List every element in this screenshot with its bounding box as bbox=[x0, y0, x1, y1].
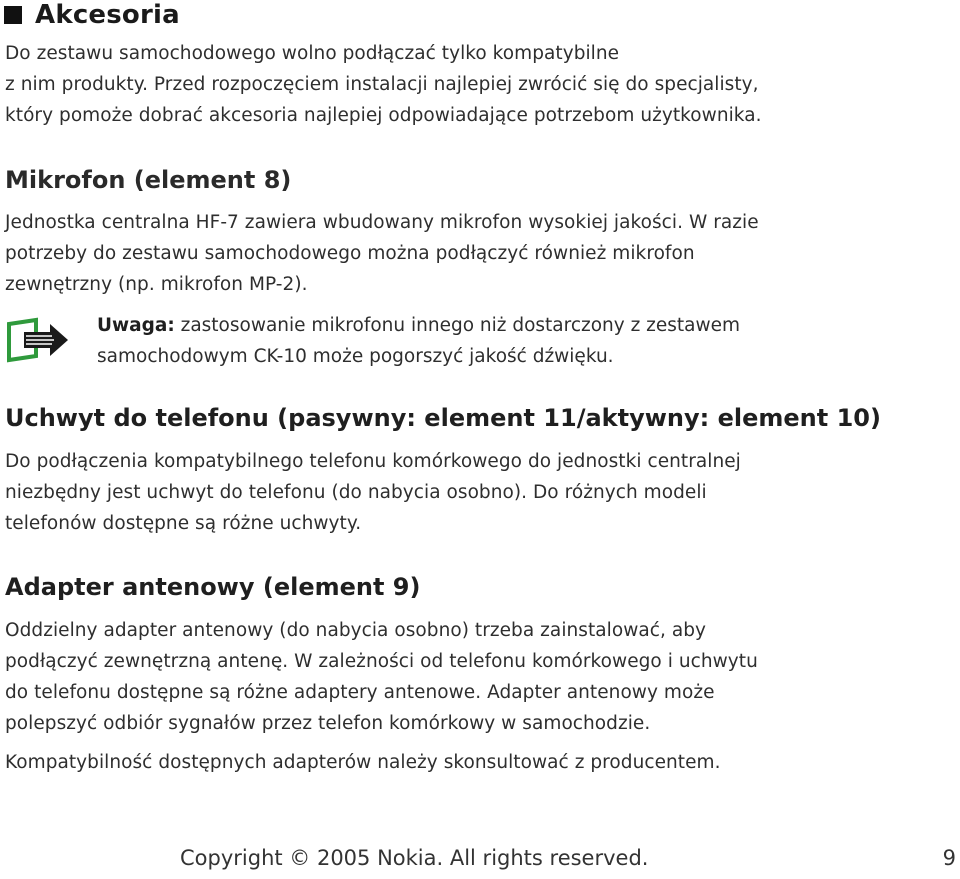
note-line1-text: zastosowanie mikrofonu innego niż dostarczony z zestawem bbox=[174, 315, 741, 336]
page-number: 9 bbox=[942, 846, 956, 870]
text-line: który pomoże dobrać akcesoria najlepiej odpowiadające potrzebom użytkownika. bbox=[5, 105, 762, 126]
section-heading-uchwyt: Uchwyt do telefonu (pasywny: element 11/aktywny: element 10) bbox=[5, 404, 881, 432]
text-line: podłączyć zewnętrzną antenę. W zależności od telefonu komórkowego i uchwytu bbox=[5, 651, 758, 672]
page-heading bbox=[4, 0, 180, 30]
text-line: Do zestawu samochodowego wolno podłączać tylko kompatybilne bbox=[5, 43, 620, 64]
section-heading-mikrofon: Mikrofon (element 8) bbox=[5, 166, 292, 194]
intro-paragraph bbox=[5, 38, 762, 131]
section-heading-adapter: Adapter antenowy (element 9) bbox=[5, 573, 421, 601]
text-line: telefonów dostępne są różne uchwyty. bbox=[5, 513, 362, 534]
uchwyt-paragraph bbox=[5, 446, 741, 539]
note-label: Uwaga: bbox=[97, 315, 175, 336]
text-line: do telefonu dostępne są różne adaptery antenowe. Adapter antenowy może bbox=[5, 682, 715, 703]
copyright-notice: Copyright © 2005 Nokia. All rights reserved. bbox=[180, 846, 649, 870]
text-line: Oddzielny adapter antenowy (do nabycia osobno) trzeba zainstalować, aby bbox=[5, 620, 707, 641]
text-line: niezbędny jest uchwyt do telefonu (do nabycia osobno). Do różnych modeli bbox=[5, 482, 707, 503]
compatibility-paragraph bbox=[5, 747, 721, 778]
text-line: Kompatybilność dostępnych adapterów należy skonsultować z producentem. bbox=[5, 752, 721, 773]
note-line bbox=[97, 310, 740, 341]
text-line: Do podłączenia kompatybilnego telefonu komórkowego do jednostki centralnej bbox=[5, 451, 741, 472]
text-line: potrzeby do zestawu samochodowego można podłączyć również mikrofon bbox=[5, 243, 695, 264]
page-title: Akcesoria bbox=[35, 0, 180, 30]
mikrofon-paragraph bbox=[5, 207, 759, 300]
note-icon bbox=[6, 316, 70, 364]
note-text bbox=[97, 310, 740, 372]
text-line: polepszyć odbiór sygnałów przez telefon komórkowy w samochodzie. bbox=[5, 713, 651, 734]
square-bullet-icon bbox=[4, 6, 22, 24]
text-line: z nim produkty. Przed rozpoczęciem instalacji najlepiej zwrócić się do specjalisty, bbox=[5, 74, 759, 95]
note-line: samochodowym CK-10 może pogorszyć jakość dźwięku. bbox=[97, 346, 614, 367]
text-line: zewnętrzny (np. mikrofon MP-2). bbox=[5, 274, 308, 295]
adapter-paragraph bbox=[5, 615, 758, 739]
text-line: Jednostka centralna HF-7 zawiera wbudowany mikrofon wysokiej jakości. W razie bbox=[5, 212, 759, 233]
